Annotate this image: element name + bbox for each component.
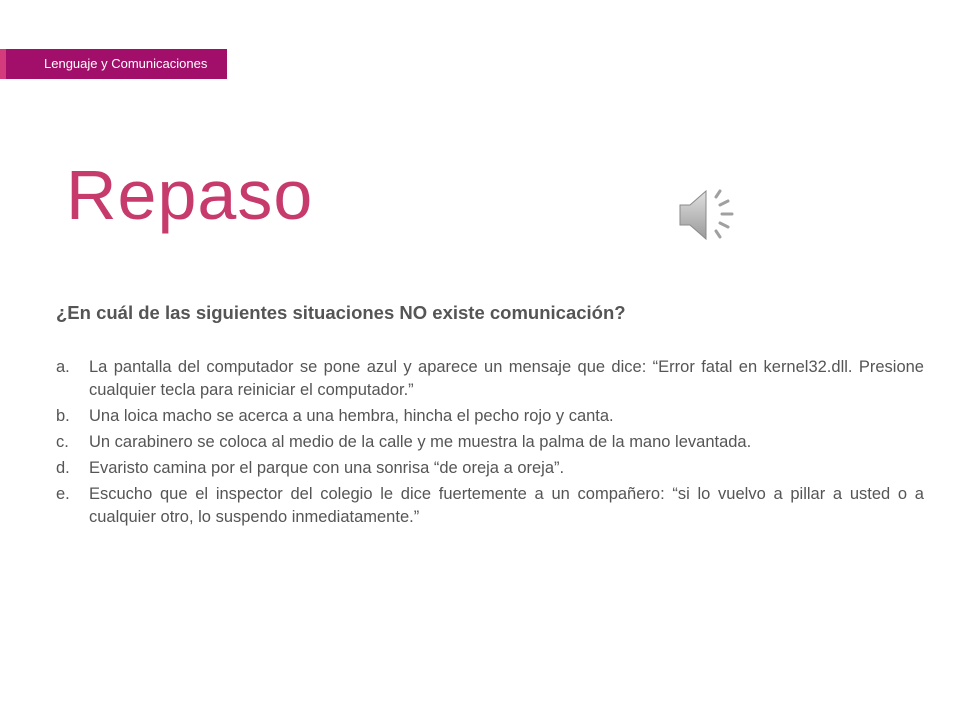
option-text: Una loica macho se acerca a una hembra, hincha el pecho rojo y canta. — [89, 407, 614, 425]
option-letter: c. — [56, 433, 69, 451]
option-item — [56, 431, 924, 454]
section-tag: Lenguaje y Comunicaciones — [0, 49, 227, 79]
option-item — [56, 483, 924, 529]
option-letter: a. — [56, 358, 70, 376]
option-item — [56, 405, 924, 428]
option-text: Un carabinero se coloca al medio de la calle y me muestra la palma de la mano levantada. — [89, 433, 752, 451]
options-list — [56, 356, 924, 532]
slide-title: Repaso — [66, 156, 314, 234]
option-letter: d. — [56, 459, 70, 477]
option-text: Evaristo camina por el parque con una sonrisa “de oreja a oreja”. — [89, 459, 565, 477]
speaker-icon[interactable] — [676, 183, 746, 247]
option-letter: e. — [56, 485, 70, 503]
option-letter: b. — [56, 407, 70, 425]
option-text: Escucho que el inspector del colegio le dice fuertemente a un compañero: “si lo vuelvo a pillar a usted o a cualquier otro, lo suspendo inmediatamente.” — [89, 485, 924, 526]
question-text: ¿En cuál de las siguientes situaciones NO existe comunicación? — [56, 302, 626, 323]
option-text: La pantalla del computador se pone azul y aparece un mensaje que dice: “Error fatal en kernel32.dll. Presione cualquier tecla para reiniciar el computador.” — [89, 358, 924, 399]
option-item — [56, 457, 924, 480]
option-item — [56, 356, 924, 402]
